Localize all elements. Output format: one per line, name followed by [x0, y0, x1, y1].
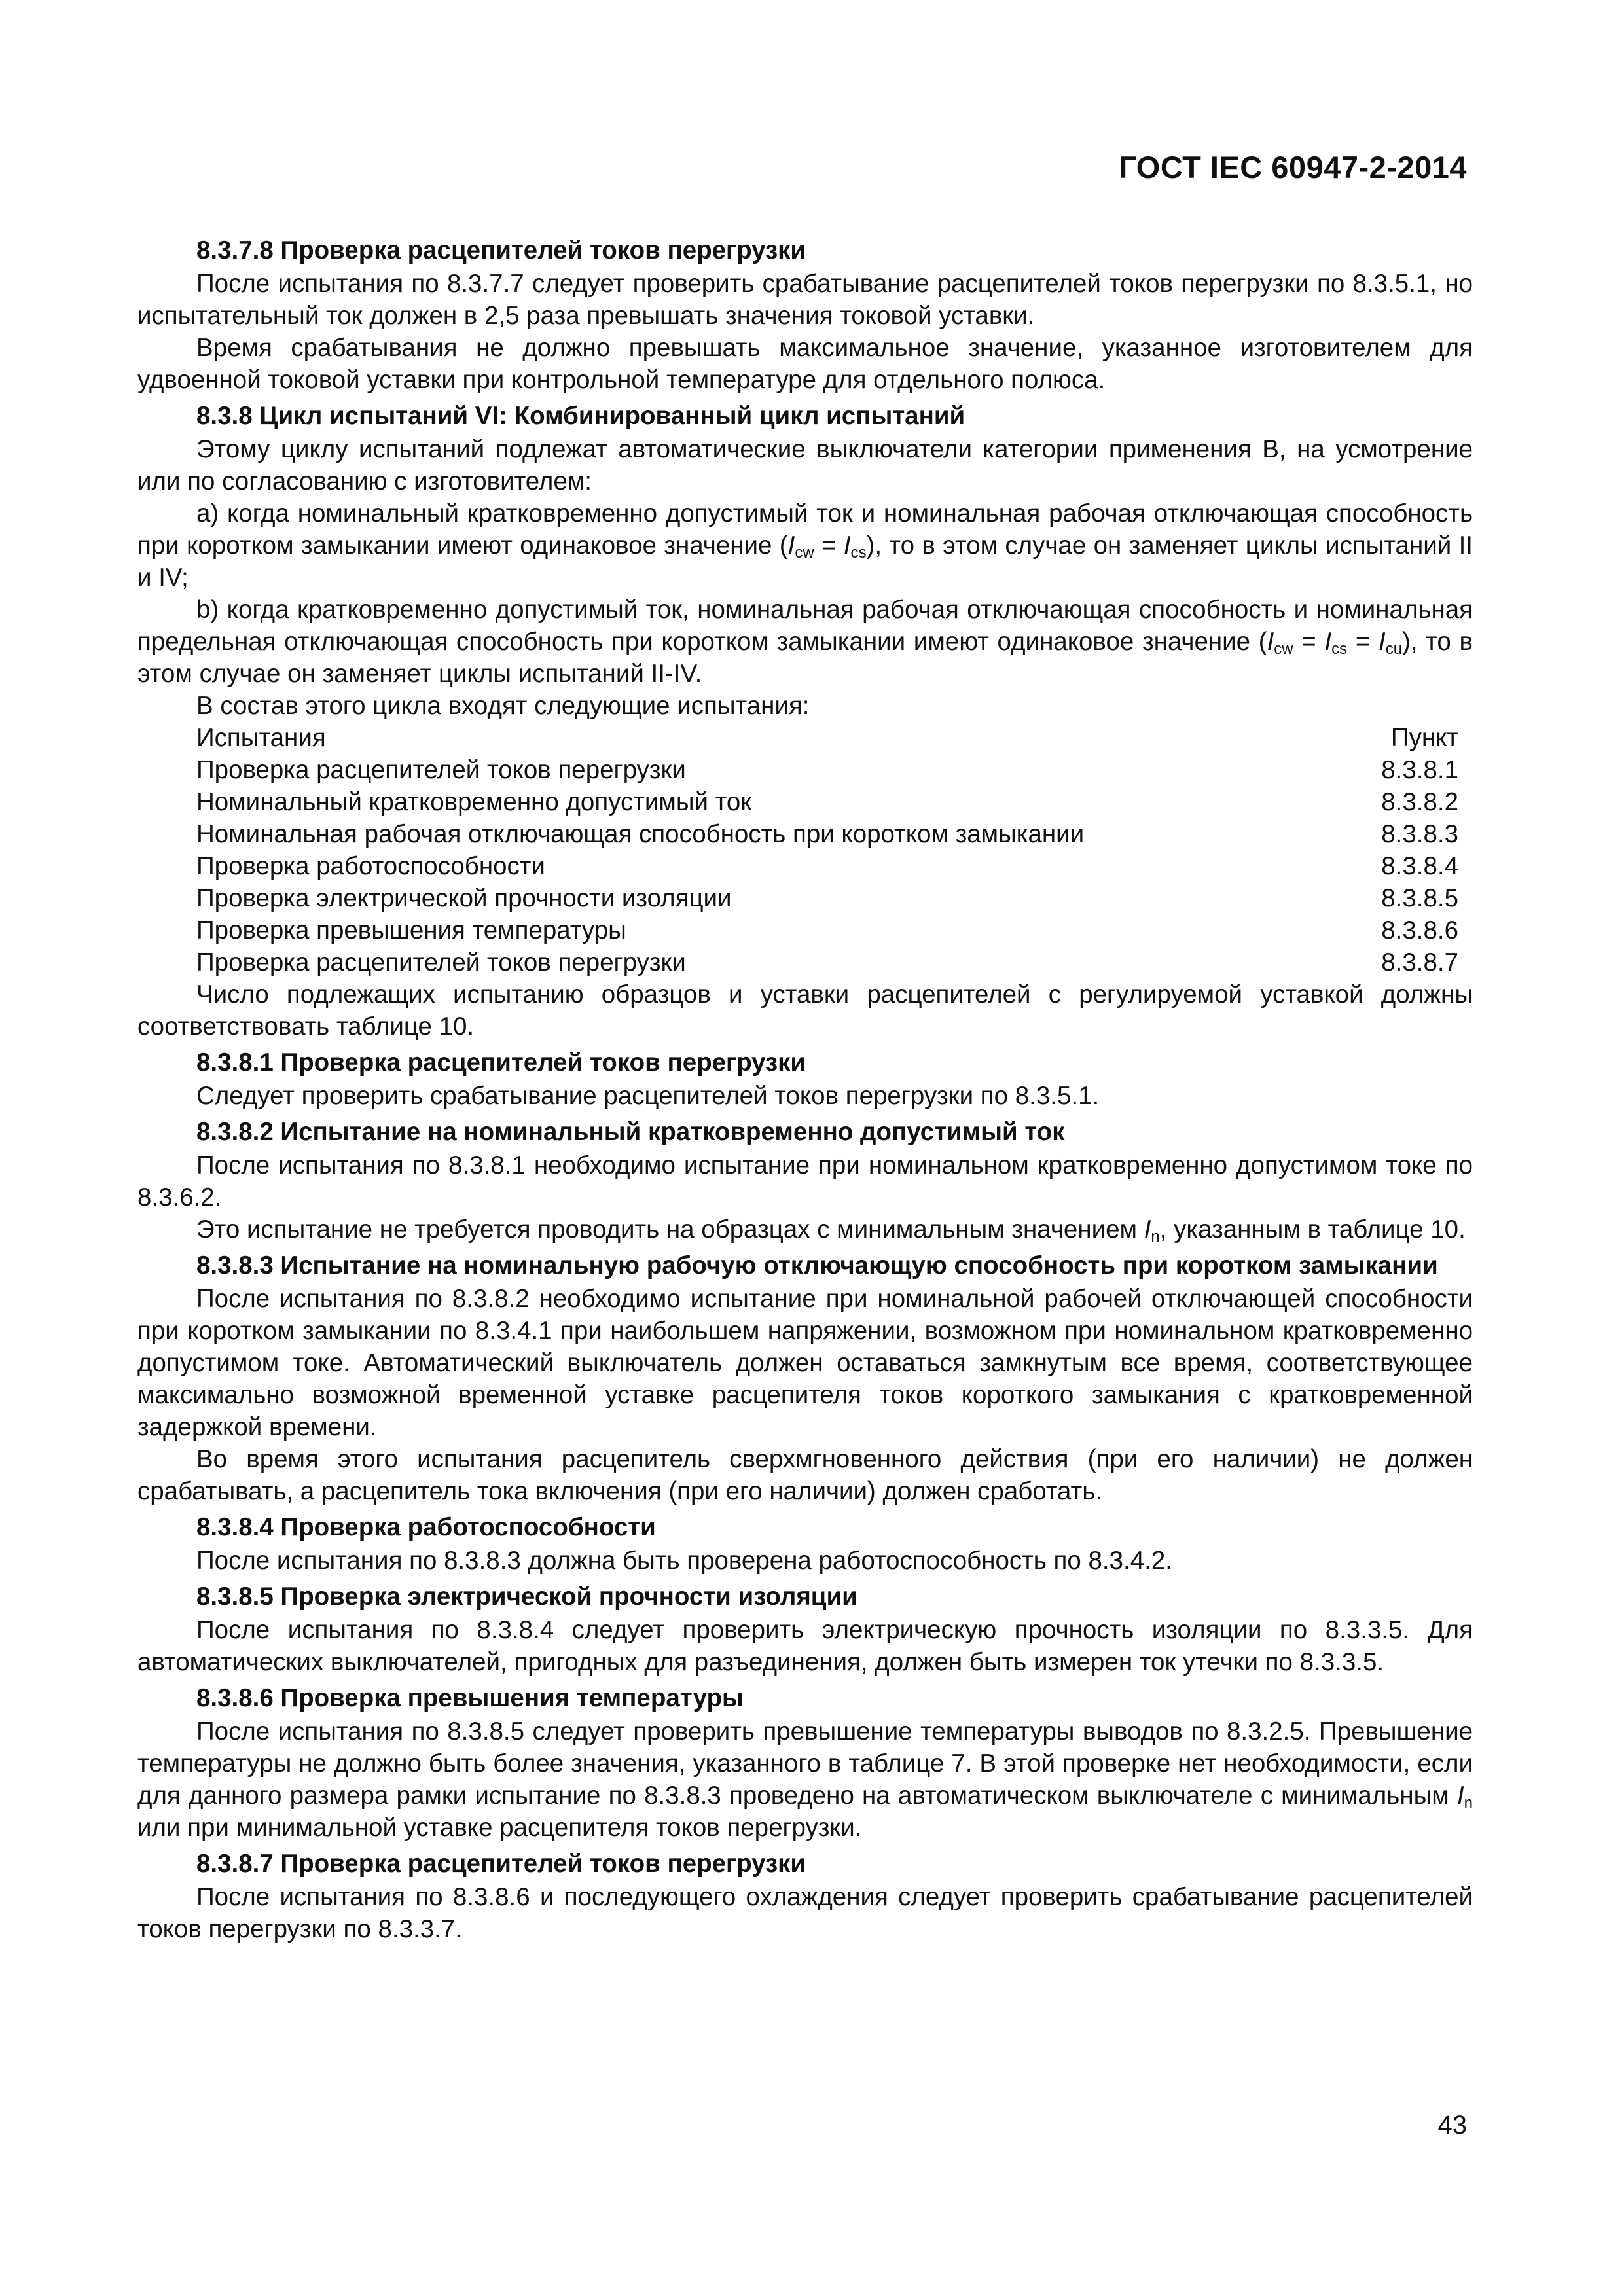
- paragraph: Это испытание не требуется проводить на образцах с минимальным значением $I_n$, указанным в таблице 10.: [196, 1215, 1466, 1246]
- heading-8-3-8: 8.3.8 Цикл испытаний VI: Комбинированный цикл испытаний: [196, 402, 965, 430]
- paragraph: После испытания по 8.3.8.4 следует проверить электрическую прочность изоляции по 8.3.3.5. Для автоматических выключателей, пригодных для разъединения, должен быть измерен ток утечки по 8.3.3.5.: [137, 1616, 1473, 1676]
- paragraph: В состав этого цикла входят следующие испытания:: [196, 692, 810, 720]
- table-header-row: [137, 722, 1473, 754]
- table-row: Номинальный кратковременно допустимый ток 8.3.8.2: [196, 788, 1458, 816]
- paragraph: После испытания по 8.3.8.1 необходимо испытание при номинальном кратковременно допустимом токе по 8.3.6.2.: [137, 1151, 1473, 1211]
- heading-8-3-8-1: 8.3.8.1 Проверка расцепителей токов перегрузки: [196, 1049, 806, 1077]
- table-row: Проверка расцепителей токов перегрузки 8.3.8.1: [196, 756, 1458, 784]
- list-item-a: а) когда номинальный кратковременно допустимый ток и номинальная рабочая отключающая способность при коротком замыкании имеют одинаковое значение $(I_{cw} = I_{cs})$, то в этом случае он заменяет циклы испытаний II и IV;: [137, 499, 1473, 592]
- paragraph: Этому циклу испытаний подлежат автоматические выключатели категории применения В, на усмотрение или по согласованию с изготовителем:: [137, 435, 1473, 495]
- heading-8-3-8-5: 8.3.8.5 Проверка электрической прочности изоляции: [196, 1583, 857, 1611]
- table-row: Проверка расцепителей токов перегрузки 8.3.8.7: [196, 948, 1458, 977]
- page-body: [137, 230, 1473, 1945]
- heading-8-3-7-8: 8.3.7.8 Проверка расцепителей токов перегрузки: [196, 236, 806, 264]
- paragraph: После испытания по 8.3.8.5 следует проверить превышение температуры выводов по 8.3.2.5. Превышение температуры не должно быть более значения, указанного в таблице 7. В этой проверке нет необходимости, если для данного размера рамки испытание по 8.3.8.3 проведено на автоматическом выключателе с минимальным $I_n$ или при минимальной уставке расцепителя токов перегрузки.: [137, 1717, 1473, 1842]
- heading-8-3-8-4: 8.3.8.4 Проверка работоспособности: [196, 1513, 656, 1541]
- paragraph: Следует проверить срабатывание расцепителей токов перегрузки по 8.3.5.1.: [196, 1082, 1100, 1110]
- table-row: Номинальная рабочая отключающая способность при коротком замыкании 8.3.8.3: [196, 820, 1458, 848]
- paragraph: Во время этого испытания расцепитель сверхмгновенного действия (при его наличии) не должен срабатывать, а расцепитель тока включения (при его наличии) должен сработать.: [137, 1445, 1473, 1505]
- paragraph: После испытания по 8.3.8.2 необходимо испытание при номинальной рабочей отключающей способности при коротком замыкании по 8.3.4.1 при наибольшем напряжении, возможном при номинальном кратковременно допустимом токе. Автоматический выключатель должен оставаться замкнутым все время, соответствующее максимально возможной временной уставке расцепителя токов короткого замыкания с кратковременной задержкой времени.: [137, 1285, 1473, 1441]
- list-item-b: b) когда кратковременно допустимый ток, номинальная рабочая отключающая способность и номинальная предельная отключающая способность при коротком замыкании имеют одинаковое значение $(I_{cw} = I_{cs} = I_{cu})$, то в этом случае он заменяет циклы испытаний II-IV.: [137, 596, 1473, 688]
- paragraph: Число подлежащих испытанию образцов и уставки расцепителей с регулируемой уставкой должны соответствовать таблице 10.: [137, 980, 1473, 1041]
- table-header-clause: Пункт: [1390, 724, 1458, 752]
- paragraph: После испытания по 8.3.8.6 и последующего охлаждения следует проверить срабатывание расцепителей токов перегрузки по 8.3.3.7.: [137, 1883, 1473, 1943]
- test-list-table: [137, 722, 1473, 978]
- paragraph: Время срабатывания не должно превышать максимальное значение, указанное изготовителем для удвоенной токовой уставки при контрольной температуре для отдельного полюса.: [137, 334, 1473, 394]
- paragraph: После испытания по 8.3.7.7 следует проверить срабатывание расцепителей токов перегрузки по 8.3.5.1, но испытательный ток должен в 2,5 раза превышать значения токовой уставки.: [137, 270, 1473, 330]
- document-code-header: ГОСТ IEC 60947-2-2014: [1119, 150, 1467, 185]
- heading-8-3-8-3: 8.3.8.3 Испытание на номинальную рабочую отключающую способность при коротком замыкании: [196, 1251, 1438, 1280]
- table-header-name: Испытания: [196, 724, 326, 752]
- heading-8-3-8-2: 8.3.8.2 Испытание на номинальный кратковременно допустимый ток: [196, 1118, 1065, 1146]
- table-row: Проверка превышения температуры 8.3.8.6: [196, 916, 1458, 944]
- heading-8-3-8-7: 8.3.8.7 Проверка расцепителей токов перегрузки: [196, 1850, 806, 1878]
- table-row: Проверка работоспособности 8.3.8.4: [196, 852, 1458, 880]
- paragraph: После испытания по 8.3.8.3 должна быть проверена работоспособность по 8.3.4.2.: [196, 1547, 1172, 1575]
- table-row: Проверка электрической прочности изоляции 8.3.8.5: [196, 884, 1458, 912]
- heading-8-3-8-6: 8.3.8.6 Проверка превышения температуры: [196, 1684, 744, 1712]
- page-number: 43: [1437, 2111, 1467, 2140]
